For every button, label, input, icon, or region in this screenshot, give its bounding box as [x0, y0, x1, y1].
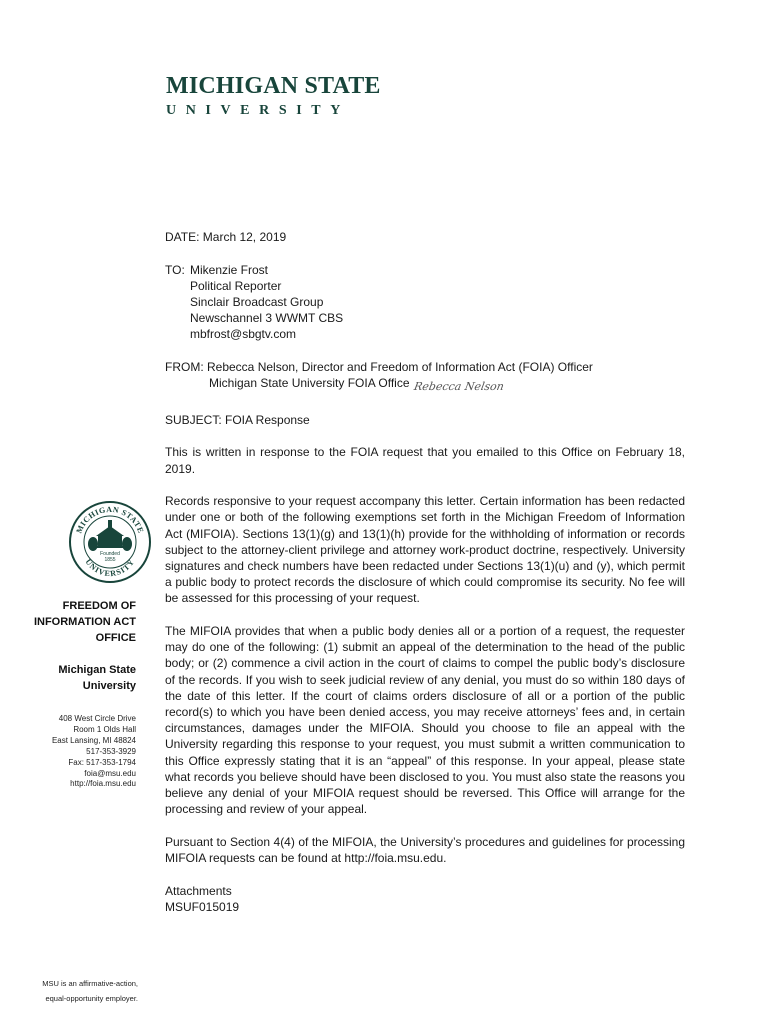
recipient-name: Mikenzie Frost: [190, 262, 269, 277]
attachments-label: Attachments: [165, 883, 232, 898]
recipient-company: Sinclair Broadcast Group: [190, 295, 324, 310]
wordmark-line-2: UNIVERSITY: [166, 103, 350, 118]
eeo-statement: MSU is an affirmative-action, equal-opportunity employer.: [42, 979, 138, 1003]
from-line-1: FROM: Rebecca Nelson, Director and Freedom of Information Act (FOIA) Officer: [165, 360, 593, 375]
seal-text-bottom: UNIVERSITY: [83, 557, 137, 579]
recipient-email: mbfrost@sbgtv.com: [190, 327, 296, 342]
seal-year: 1855: [104, 557, 116, 563]
address-city: East Lansing, MI 48824: [51, 735, 136, 745]
to-label: TO:: [165, 262, 185, 277]
address-room: Room 1 Olds Hall: [73, 724, 136, 734]
office-address: [14, 714, 136, 790]
letter-date: DATE: March 12, 2019: [165, 230, 287, 244]
subject-line: SUBJECT: FOIA Response: [165, 412, 310, 427]
paragraph-1: This is written in response to the FOIA request that you emailed to this Office on February 18, 2019.: [165, 445, 685, 476]
msu-seal-icon: [68, 500, 152, 584]
recipient-title: Political Reporter: [190, 278, 282, 293]
seal-text-top: MICHIGAN STATE: [74, 504, 146, 535]
address-street: 408 West Circle Drive: [58, 714, 136, 723]
wordmark-line-1: MICHIGAN STATE: [166, 73, 381, 99]
paragraph-3: The MIFOIA provides that when a public body denies all or a portion of a request, the requester may do one of the following: (1) submit an appeal of the determination to the head of the public body; or (2) commence a civil action in the court of claims to compel the public body’s disclosure of the records. If you wish to seek judicial review of any denial, you must do so within 180 days of the date of this letter. If the court of claims orders disclosure of all or a portion of the public record(s) to which you have been denied access, you may receive attorneys’ fees and, in certain circumstances, damages under the MIFOIA. Should you choose to file an appeal with the University regarding this response to your request, you must submit a written communication to this Office expressly stating that it is an “appeal” of this response. In your appeal, please state what records you believe should have been disclosed to you. You must also state the reasons you believe any denial of your MIFOIA request should be reversed. This Office will arrange for the processing and review of your appeal.: [165, 624, 685, 817]
address-website: http://foia.msu.edu: [70, 779, 136, 789]
paragraph-2: Records responsive to your request accompany this letter. Certain information has been redacted under one or both of the following exemptions set forth in the Michigan Freedom of Information Act (MIFOIA). Sections 13(1)(g) and 13(1)(h) provide for the withholding of information or records subject to the attorney-client privilege and attorney work-product doctrine, respectively. University signatures and check numbers have been redacted under Sections 13(1)(u) and (y), which permit a public body to protect records the disclosure of which could compromise its security. No fee will be assessed for this processing of your request.: [165, 494, 685, 606]
letter-body: [165, 229, 685, 915]
from-line-2: [165, 375, 685, 395]
address-email: foia@msu.edu: [84, 768, 136, 778]
address-fax: Fax: 517-353-1794: [68, 757, 136, 767]
paragraph-4: Pursuant to Section 4(4) of the MIFOIA, the University’s procedures and guidelines for processing MIFOIA requests can be found at http://foia.msu.edu.: [165, 834, 685, 866]
reference-number: MSUF015019: [165, 899, 240, 914]
recipient-station: Newschannel 3 WWMT CBS: [190, 311, 344, 326]
sidebar: [14, 500, 146, 790]
office-name: Michigan State University: [58, 664, 136, 692]
signature: Rebecca Nelson: [412, 380, 505, 394]
office-title: FREEDOM OF INFORMATION ACT OFFICE: [33, 600, 136, 644]
from-office: Michigan State University FOIA Office: [209, 376, 410, 391]
msu-wordmark: [166, 74, 381, 119]
address-phone: 517-353-3929: [86, 746, 136, 756]
seal-founded: Founded: [100, 551, 120, 557]
